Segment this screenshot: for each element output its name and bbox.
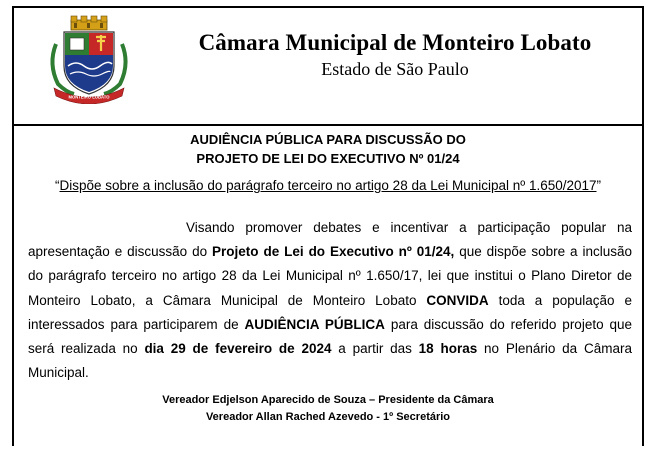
body-text-2: que dispõe sobre a inclusão do parágrafo terceiro no artigo 28 da Lei Municipal nº 1.650/17, lei que institui o Plano Diretor de Monteiro Lobato, a Câmara Municipal de Monteiro Lobato — [28, 244, 632, 308]
shield-icon — [64, 32, 114, 94]
body-text-3: toda a população e interessados para participarem de — [28, 292, 632, 332]
crest-ribbon-text: MONTEIRO LOBATO — [68, 94, 110, 100]
notice-body-paragraph — [28, 216, 632, 385]
signature-president: Vereador Edjelson Aparecido de Souza – Presidente da Câmara — [162, 394, 494, 406]
subject-open-quote: “ — [54, 178, 60, 193]
signature-block — [14, 392, 642, 426]
body-bold-audiencia: AUDIÊNCIA PÚBLICA — [244, 316, 385, 332]
notice-frame-right — [642, 124, 644, 446]
notice-title-line-2: PROJETO DE LEI DO EXECUTIVO Nº 01/24 — [196, 151, 460, 166]
subject-close-quote: ” — [596, 178, 602, 193]
subject-text: Dispõe sobre a inclusão do parágrafo terceiro no artigo 28 da Lei Municipal nº 1.650/2017 — [59, 178, 597, 193]
body-bold-project: Projeto de Lei do Executivo nº 01/24, — [212, 244, 455, 260]
signature-secretary: Vereador Allan Rached Azevedo - 1º Secretário — [205, 411, 451, 423]
body-bold-time: 18 horas — [418, 341, 478, 357]
body-text-1: Visando promover debates e incentivar a participação popular na apresentação e discussão do — [28, 220, 632, 260]
body-text-5: a partir das — [331, 341, 419, 357]
body-text-4: para discussão do referido projeto que será realizada no — [28, 316, 633, 357]
notice-title-line-1: AUDIÊNCIA PÚBLICA PARA DISCUSSÃO DO — [190, 132, 466, 147]
notice-subject — [14, 176, 642, 196]
organization-title: Câmara Municipal de Monteiro Lobato — [198, 30, 592, 55]
body-bold-convida: CONVIDA — [426, 292, 489, 308]
municipal-crest-logo — [44, 14, 134, 104]
organization-state: Estado de São Paulo — [321, 59, 469, 79]
body-text-6: no Plenário da Câmara Municipal. — [28, 341, 632, 381]
header-divider — [12, 124, 644, 126]
notice-title — [100, 130, 556, 168]
body-bold-date: dia 29 de fevereiro de 2024 — [144, 341, 332, 357]
crown-icon — [71, 16, 107, 30]
